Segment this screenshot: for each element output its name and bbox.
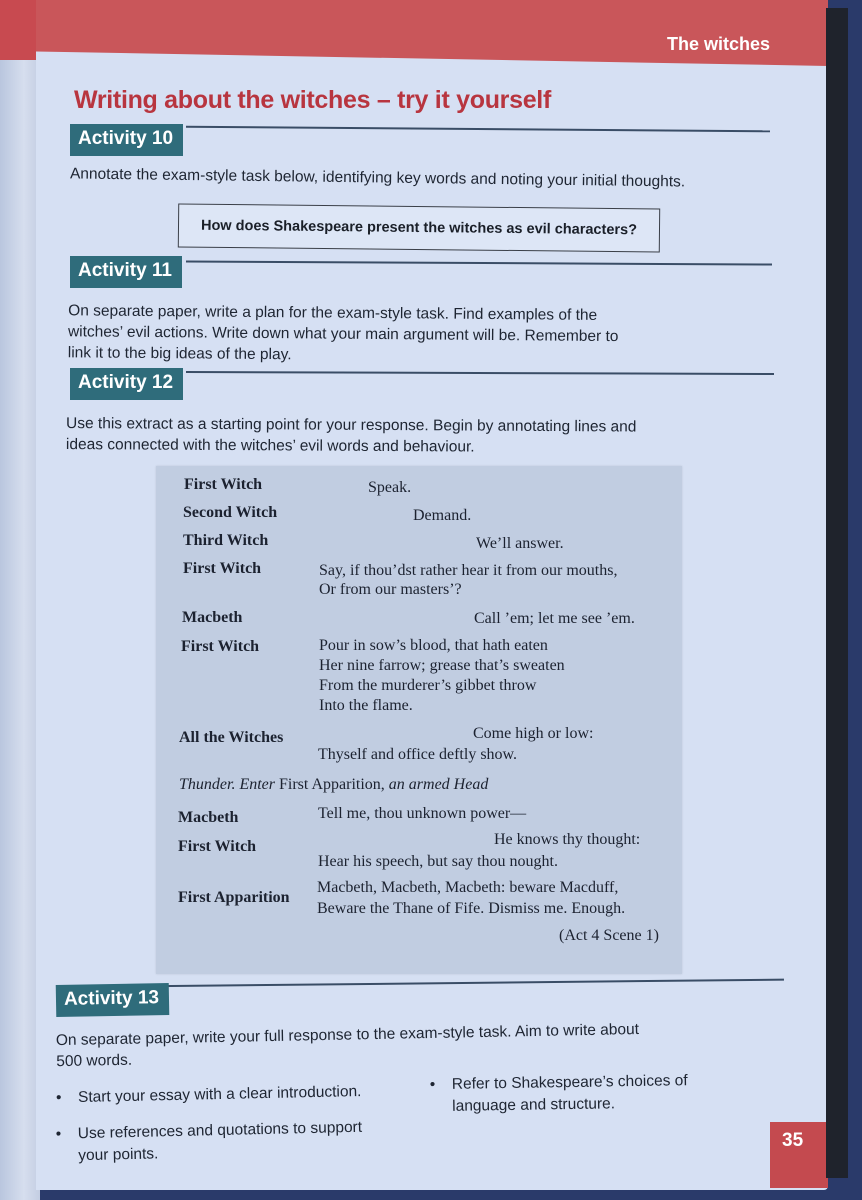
speaker-name: First Witch (181, 638, 260, 655)
dialogue-line: We’ll answer. (476, 535, 564, 552)
activity-11-line: link it to the big ideas of the play. (67, 344, 292, 364)
tip-text: your points. (78, 1145, 159, 1165)
activity-13-rule (136, 979, 784, 988)
activity-11-instructions (68, 300, 689, 368)
activity-13-label: Activity 13 (56, 983, 170, 1017)
activity-12-line: Use this extract as a starting point for your response. Begin by annotating lines and (66, 415, 637, 436)
tip-text: Start your essay with a clear introduction. (77, 1083, 362, 1106)
activity-13-instructions (56, 1018, 697, 1072)
dialogue-line: Demand. (413, 507, 472, 524)
dialogue-line: From the murderer’s gibbet throw (319, 677, 537, 694)
speaker-name: First Witch (184, 476, 263, 493)
stage-direction-italic: Thunder. Enter (179, 776, 275, 793)
dialogue-line: Hear his speech, but say thou nought. (318, 853, 558, 870)
dialogue-line: Tell me, thou unknown power— (318, 805, 527, 822)
exam-task-question: How does Shakespeare present the witches as evil characters? (200, 217, 638, 239)
stage-direction (179, 775, 488, 795)
page-number: 35 (782, 1130, 804, 1151)
speaker-name: Macbeth (182, 609, 243, 626)
activity-11-line: witches’ evil actions. Write down what your main argument will be. Remember to (67, 323, 619, 346)
dialogue-line: Her nine farrow; grease that’s sweaten (319, 657, 565, 674)
dialogue-line: Pour in sow’s blood, that hath eaten (319, 637, 548, 654)
activity-12-instructions (66, 413, 706, 459)
activity-10-label: Activity 10 (70, 124, 183, 156)
page-title: Writing about the witches – try it yourself (74, 86, 551, 114)
activity-12-label: Activity 12 (70, 368, 183, 400)
tip-text: • Use references and quotations to support (77, 1118, 363, 1143)
book-spine-shadow (826, 8, 848, 1178)
activity-11-rule (186, 260, 772, 265)
scene-citation: (Act 4 Scene 1) (559, 927, 659, 944)
activity-10-rule (186, 126, 770, 133)
tip-bullet (452, 1070, 688, 1118)
stage-direction-italic: an armed Head (388, 776, 489, 793)
speaker-name: All the Witches (179, 729, 284, 746)
book-page (36, 0, 828, 1190)
header-band (36, 0, 828, 66)
speaker-name: First Apparition (178, 889, 290, 906)
tip-bullet (78, 1081, 362, 1109)
speaker-name: Second Witch (183, 504, 278, 521)
facing-page-header-band (0, 0, 40, 60)
section-title: The witches (666, 34, 770, 54)
dialogue-line: Come high or low: (473, 725, 594, 742)
play-extract (156, 466, 682, 974)
dialogue-line: Speak. (368, 479, 412, 496)
dialogue-line: Say, if thou’dst rather hear it from our mouths, (319, 562, 618, 579)
activity-13-line: On separate paper, write your full response to the exam-style task. Aim to write about (55, 1020, 640, 1050)
tip-bullet (78, 1117, 363, 1167)
dialogue-line: Beware the Thane of Fife. Dismiss me. Enough. (317, 900, 626, 917)
speaker-name: First Witch (178, 838, 257, 855)
dialogue-line: Thyself and office deftly show. (318, 746, 518, 763)
activity-12-rule (186, 371, 774, 375)
page-number-tab (770, 1122, 828, 1188)
tip-text: • Refer to Shakespeare’s choices of (451, 1072, 688, 1093)
speaker-name: First Witch (183, 560, 262, 577)
stage-direction-character: First Apparition, (275, 776, 389, 793)
facing-page-edge (0, 0, 40, 1200)
dialogue-line: Or from our masters’? (319, 581, 462, 598)
dialogue-line: Call ’em; let me see ’em. (474, 610, 635, 627)
dialogue-line: Macbeth, Macbeth, Macbeth: beware Macduff, (317, 879, 619, 896)
activity-11-label: Activity 11 (70, 256, 182, 288)
tip-text: language and structure. (452, 1095, 616, 1115)
activity-13-line: 500 words. (56, 1051, 133, 1071)
activity-11-line: On separate paper, write a plan for the exam-style task. Find examples of the (68, 302, 598, 324)
activity-10-instructions: Annotate the exam-style task below, identifying key words and noting your initial thoughts. (69, 165, 686, 191)
exam-task-box (178, 203, 660, 252)
speaker-name: Third Witch (183, 532, 269, 549)
dialogue-line: He knows thy thought: (494, 831, 641, 848)
activity-12-line: ideas connected with the witches’ evil words and behaviour. (65, 436, 475, 456)
speaker-name: Macbeth (178, 809, 239, 826)
dialogue-line: Into the flame. (319, 697, 413, 714)
